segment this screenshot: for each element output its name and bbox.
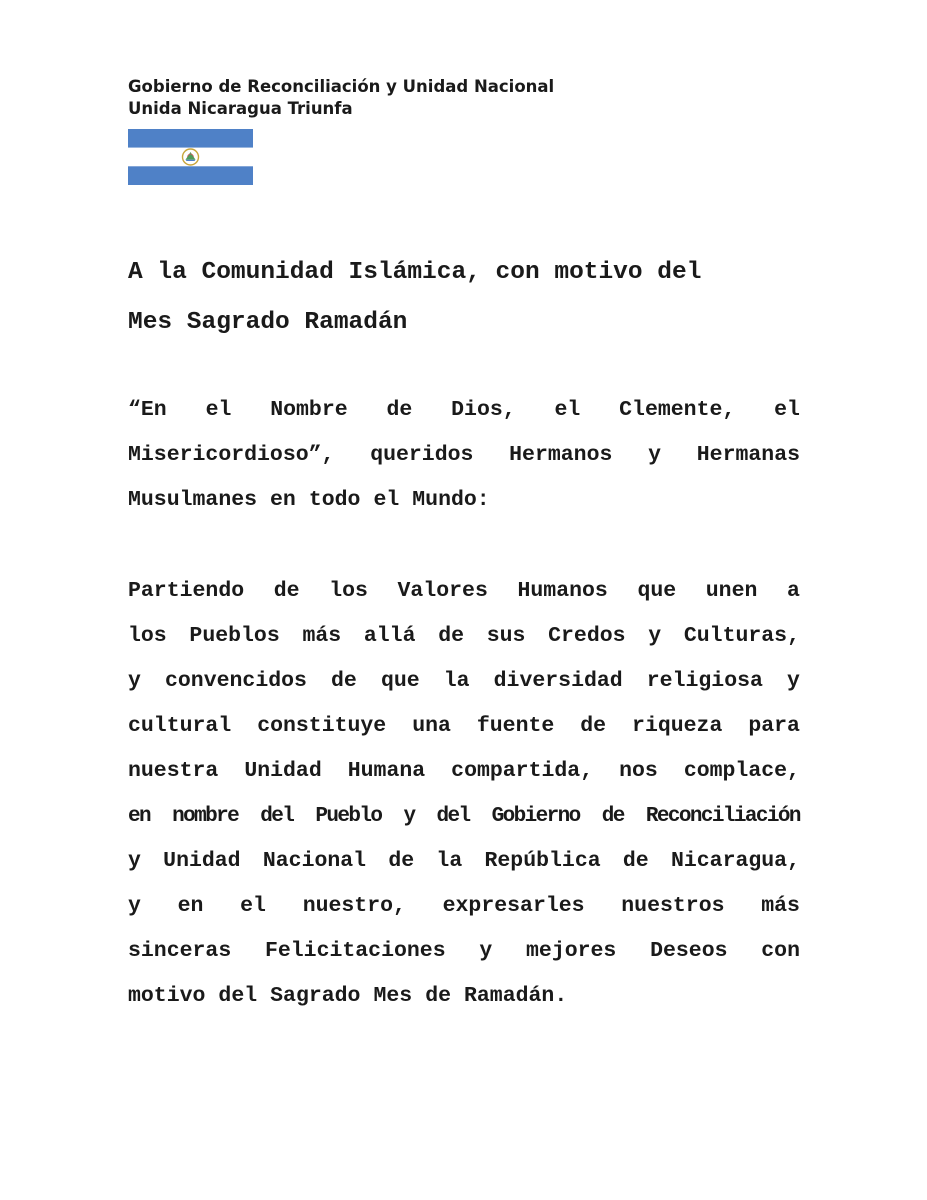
- word: Sagrado: [270, 984, 361, 1008]
- word: Pueblos: [189, 624, 280, 648]
- word: diversidad: [493, 669, 623, 693]
- paragraph-line: [128, 929, 800, 974]
- word: nos: [619, 759, 658, 783]
- word: a: [787, 579, 800, 603]
- word: nombre: [172, 805, 239, 828]
- word: los: [128, 624, 167, 648]
- word: complace,: [683, 759, 800, 783]
- document-title: [128, 248, 808, 348]
- word: nuestra: [128, 759, 219, 783]
- word: constituye: [257, 714, 387, 738]
- word: que: [637, 579, 677, 603]
- paragraph-line: [128, 749, 800, 794]
- nicaragua-flag-icon: [128, 129, 253, 185]
- paragraph-line: [128, 794, 800, 839]
- word: y: [128, 849, 141, 873]
- greeting-block: [128, 388, 800, 523]
- word: en: [177, 894, 204, 918]
- word: Humanos: [517, 579, 608, 603]
- word: el: [774, 398, 800, 422]
- message-paragraph: [128, 569, 800, 1019]
- word: Hermanas: [696, 443, 800, 467]
- word: Valores: [397, 579, 488, 603]
- word: y: [403, 805, 415, 828]
- greeting-line: [128, 478, 800, 523]
- paragraph-line: [128, 974, 800, 1019]
- word: Misericordioso”,: [128, 443, 335, 467]
- word: del: [260, 805, 294, 828]
- word: y: [128, 894, 141, 918]
- word: República: [484, 849, 601, 873]
- word: Hermanos: [509, 443, 613, 467]
- word: “En: [128, 398, 167, 422]
- word: del: [436, 805, 470, 828]
- word: más: [761, 894, 800, 918]
- word: todo: [308, 488, 361, 512]
- word: Unidad: [163, 849, 241, 873]
- paragraph-line: [128, 614, 800, 659]
- word: Ramadán.: [464, 984, 568, 1008]
- word: queridos: [370, 443, 474, 467]
- word: expresarles: [442, 894, 585, 918]
- word: religiosa: [646, 669, 763, 693]
- word: Pueblo: [315, 805, 382, 828]
- word: Dios,: [451, 398, 516, 422]
- word: el: [554, 398, 581, 422]
- word: Mes: [373, 984, 413, 1008]
- word: unen: [705, 579, 758, 603]
- word: de: [622, 849, 649, 873]
- word: Nacional: [262, 849, 367, 873]
- word: de: [273, 579, 300, 603]
- coat-of-arms-emblem-icon: [183, 149, 199, 165]
- paragraph-line: [128, 704, 800, 749]
- greeting-line: [128, 433, 800, 478]
- word: Deseos: [650, 939, 728, 963]
- paragraph-line: [128, 569, 800, 614]
- word: el: [373, 488, 400, 512]
- word: de: [386, 398, 413, 422]
- word: riqueza: [632, 714, 723, 738]
- word: de: [438, 624, 464, 648]
- word: nuestros: [621, 894, 725, 918]
- word: del: [218, 984, 258, 1008]
- word: Unidad: [244, 759, 322, 783]
- word: de: [388, 849, 415, 873]
- word: allá: [363, 624, 416, 648]
- word: la: [436, 849, 463, 873]
- word: que: [380, 669, 420, 693]
- word: una: [412, 714, 451, 738]
- word: Nicaragua,: [670, 849, 800, 873]
- word: Nombre: [270, 398, 348, 422]
- word: más: [302, 624, 342, 648]
- greeting-line: [128, 388, 800, 433]
- paragraph-line: [128, 884, 800, 929]
- word: Musulmanes: [128, 488, 258, 512]
- word: y: [479, 939, 493, 963]
- word: para: [748, 714, 800, 738]
- word: sus: [486, 624, 526, 648]
- word: mejores: [526, 939, 617, 963]
- word: de: [331, 669, 357, 693]
- word: y: [648, 443, 662, 467]
- word: Mundo:: [412, 488, 490, 512]
- word: con: [761, 939, 800, 963]
- word: de: [601, 805, 624, 828]
- word: Reconciliación: [645, 805, 800, 828]
- word: fuente: [476, 714, 555, 738]
- word: el: [205, 398, 232, 422]
- word: Culturas,: [683, 624, 800, 648]
- word: Humana: [347, 759, 426, 783]
- word: de: [580, 714, 607, 738]
- title-line: Mes Sagrado Ramadán: [128, 309, 408, 336]
- header-line-slogan: Unida Nicaragua Triunfa: [128, 99, 353, 118]
- word: Credos: [548, 624, 626, 648]
- word: en: [270, 488, 296, 512]
- government-header: [128, 76, 554, 120]
- word: y: [128, 669, 141, 693]
- paragraph-line: [128, 659, 800, 704]
- word: cultural: [128, 714, 232, 738]
- word: sinceras: [128, 939, 232, 963]
- paragraph-line: [128, 839, 800, 884]
- word: la: [443, 669, 470, 693]
- word: Gobierno: [491, 805, 580, 828]
- word: y: [648, 624, 662, 648]
- word: motivo: [128, 984, 206, 1008]
- word: los: [329, 579, 368, 603]
- word: en: [128, 805, 151, 828]
- title-line: A la Comunidad Islámica, con motivo del: [128, 259, 702, 286]
- word: Felicitaciones: [264, 939, 446, 963]
- word: compartida,: [451, 759, 594, 783]
- word: el: [240, 894, 266, 918]
- word: y: [787, 669, 800, 693]
- word: Partiendo: [128, 579, 245, 603]
- word: nuestro,: [302, 894, 406, 918]
- header-line-government: Gobierno de Reconciliación y Unidad Nacional: [128, 77, 555, 96]
- word: convencidos: [165, 669, 307, 693]
- word: de: [425, 984, 451, 1008]
- word: Clemente,: [619, 398, 736, 422]
